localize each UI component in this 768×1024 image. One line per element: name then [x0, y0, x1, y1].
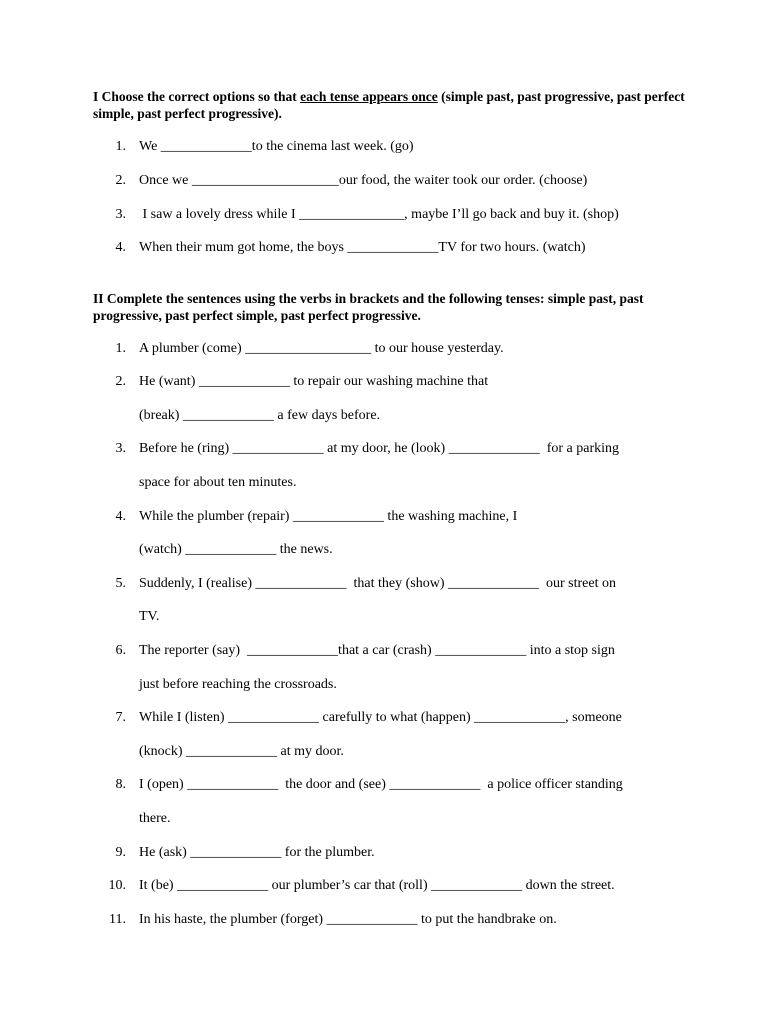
s2-item-2-number: 2.: [115, 374, 126, 389]
s2-item-1-number: 1.: [115, 341, 126, 356]
s2-item-6-number: 6.: [115, 643, 126, 658]
s1-item-2-text: Once we _____________________our food, the waiter took our order. (choose): [139, 173, 588, 188]
section-1-heading-pre: I Choose the correct options so that: [93, 89, 301, 104]
section-1-heading: [93, 88, 693, 122]
s1-item-1-number: 1.: [115, 139, 126, 154]
s2-item-6-line-2: just before reaching the crossroads.: [139, 677, 337, 692]
s1-item-1-text: We _____________to the cinema last week. (go): [139, 139, 414, 154]
s2-item-11-number: 11.: [109, 912, 126, 927]
s2-item-9-line-1: He (ask) _____________ for the plumber.: [139, 845, 375, 860]
s2-item-10-line-1: It (be) _____________ our plumber’s car that (roll) _____________ down the street.: [139, 878, 615, 893]
s2-item-11-line-1: In his haste, the plumber (forget) _____________ to put the handbrake on.: [139, 912, 557, 927]
section-1-heading-underlined: each tense appears once: [300, 89, 438, 104]
s2-item-6-line-1: The reporter (say) _____________that a car (crash) _____________ into a stop sign: [139, 643, 615, 658]
s2-item-4-line-2: (watch) _____________ the news.: [139, 542, 333, 557]
s2-item-1-line-1: A plumber (come) __________________ to our house yesterday.: [139, 341, 504, 356]
s2-item-3-line-1: Before he (ring) _____________ at my door, he (look) _____________ for a parking: [139, 441, 620, 456]
s2-item-2-line-2: (break) _____________ a few days before.: [139, 408, 381, 423]
s2-item-10-number: 10.: [108, 878, 126, 893]
s1-item-3-number: 3.: [115, 207, 126, 222]
s2-item-7-number: 7.: [115, 710, 126, 725]
section-1-heading-post: (simple past, past progressive, past perfect simple, past perfect progressive).: [93, 89, 685, 121]
s2-item-2-line-1: He (want) _____________ to repair our washing machine that: [139, 374, 489, 389]
s2-item-4-number: 4.: [115, 509, 126, 524]
s1-item-4-number: 4.: [115, 240, 126, 255]
s2-item-5-line-2: TV.: [139, 609, 160, 624]
s1-item-3-text: I saw a lovely dress while I _______________, maybe I’ll go back and buy it. (shop): [139, 207, 619, 222]
s2-item-9-number: 9.: [115, 845, 126, 860]
s2-item-3-line-2: space for about ten minutes.: [139, 475, 297, 490]
s2-item-8-line-2: there.: [139, 811, 171, 826]
s1-item-2-number: 2.: [115, 173, 126, 188]
s2-item-8-number: 8.: [115, 777, 126, 792]
s2-item-3-number: 3.: [115, 441, 126, 456]
s2-item-7-line-2: (knock) _____________ at my door.: [139, 744, 344, 759]
s2-item-7-line-1: While I (listen) _____________ carefully to what (happen) _____________, someone: [139, 710, 622, 725]
s2-item-5-number: 5.: [115, 576, 126, 591]
s1-item-4-text: When their mum got home, the boys _____________TV for two hours. (watch): [139, 240, 586, 255]
section-2-heading: II Complete the sentences using the verbs in brackets and the following tenses: simple past, past progressive, past perfect simple, past perfect progressive.: [93, 291, 644, 323]
s2-item-4-line-1: While the plumber (repair) _____________ the washing machine, I: [139, 509, 518, 524]
s2-item-8-line-1: I (open) _____________ the door and (see) _____________ a police officer standing: [139, 777, 623, 792]
s2-item-5-line-1: Suddenly, I (realise) _____________ that they (show) _____________ our street on: [139, 576, 616, 591]
